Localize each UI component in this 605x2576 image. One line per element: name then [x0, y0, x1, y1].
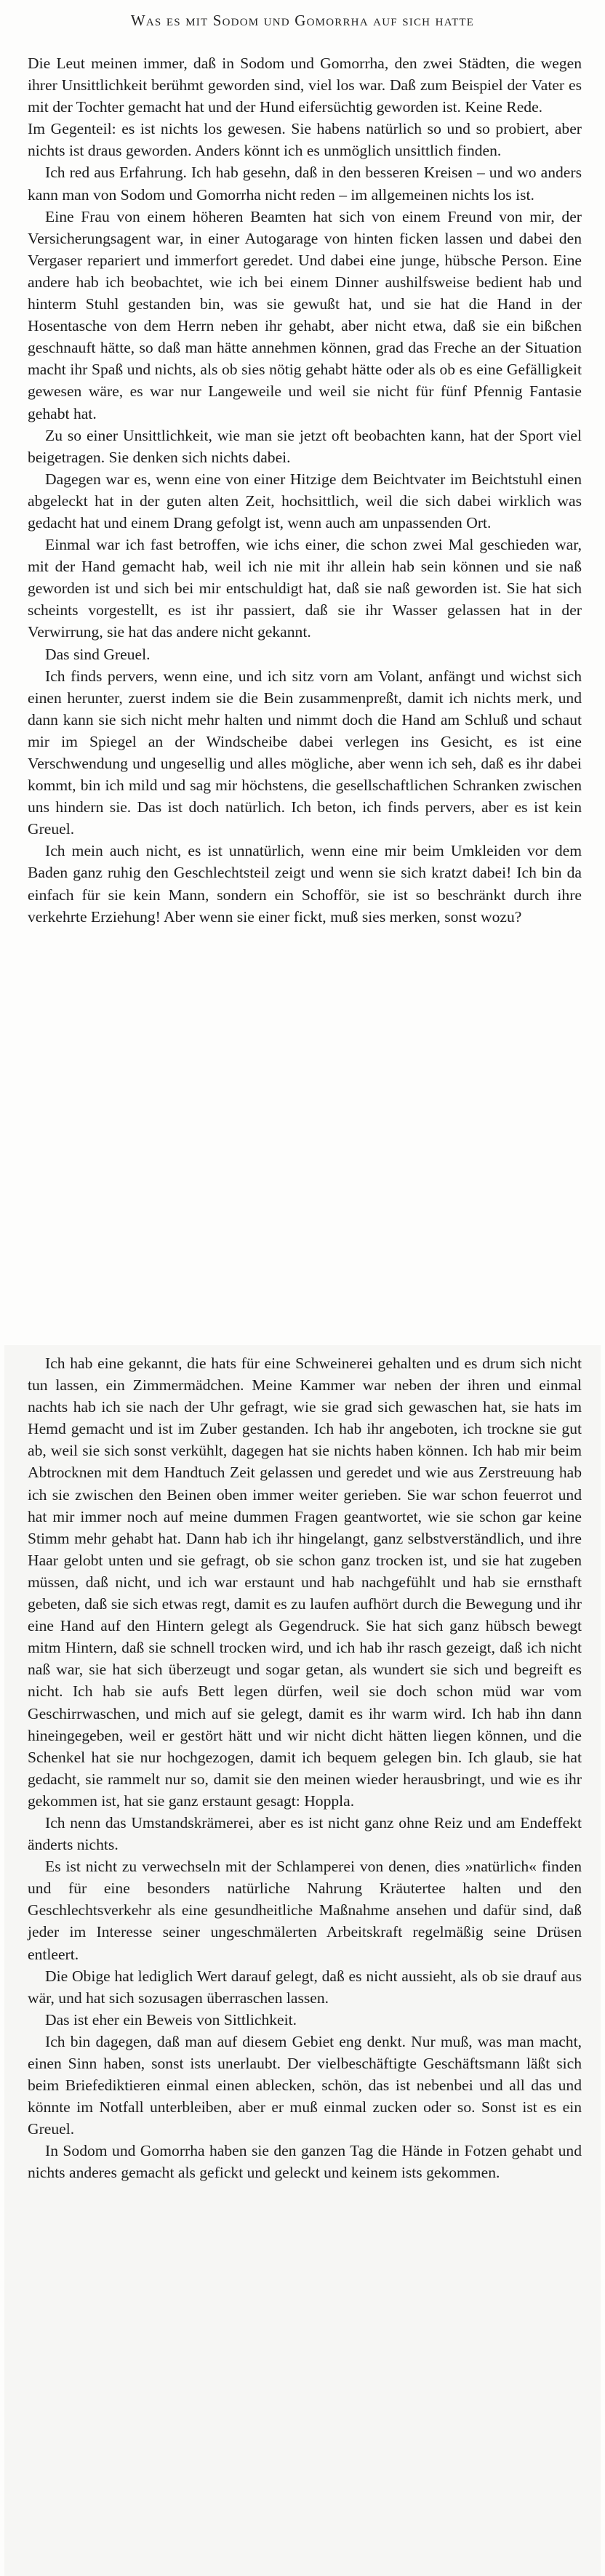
paragraph: Ich mein auch nicht, es ist unnatürlich, wenn eine mir beim Umkleiden vor dem Baden ganz ruhig den Geschlechtsteil zeigt und wenn sie sich kratzt dabei! Ich bin da einfach für sie kein Mann, sondern ein Schofför, sie ist so beschränkt durch ihre verkehrte Erziehung! Aber wenn sie einer fickt, muß sies merken, sonst wozu?: [28, 842, 582, 926]
paragraph: Ich red aus Erfahrung. Ich hab gesehn, daß in den besseren Kreisen – und wo anders kann man von Sodom und Gomorrha nicht reden – im allgemeinen nichts los ist.: [28, 164, 582, 204]
paragraph: Ich hab eine gekannt, die hats für eine Schweinerei gehalten und es drum sich nicht tun lassen, ein Zimmermädchen. Meine Kammer war neben der ihren und einmal nachts hab ich sie nach der Uhr gefragt, wie sie grad sich gewaschen hat, sie hats im Hemd gemacht und ist im Zuber gestanden. Ich hab ihr angeboten, ich trockne sie gut ab, weil sie sich sonst verkühlt, dagegen hat sie nichts haben können. Ich hab mir beim Abtrocknen mit dem Handtuch Zeit gelassen und geredet und wie aus Zerstreuung hab ich sie zwischen den Beinen oben immer weiter gerieben. Sie war schon feuerrot und hat mir immer noch auf meine dummen Fragen geantwortet, wie sie schon gar keine Stimm mehr gehabt hat. Dann hab ich ihr hingelangt, ganz selbstverständlich, und ihre Haar gelobt unten und sie gefragt, ob sie schon ganz trocken ist, und sie hat zugeben müssen, daß nicht, und ich war erstaunt und hab nachgefühlt und hab sie ernsthaft gebeten, daß sie sich etwas regt, damit es zu laufen aufhört durch die Bewegung und ihr eine Hand auf den Hintern gelegt als Gegendruck. Sie hat sich ganz hübsch bewegt mitm Hintern, daß sie schnell trocken wird, und ich hab ihr rasch gezeigt, daß ich nicht naß war, sie hat sich überzeugt und sogar getan, als wundert sie sich und begreift es nicht. Ich hab sie aufs Bett legen dürfen, weil sie doch schon müd war vom Geschirrwaschen, und mich auf sie gelegt, damit es ihr warm wird. Ich hab ihn dann hineingegeben, weil er gestört hätt und wir nicht dicht hätten liegen können, und die Schenkel hat sie nur hochgezogen, damit ich bequem gelegen bin. Ich glaub, sie hat gedacht, sie rammelt nur so, damit sie den meinen wieder herausbringt, und wie es ihr gekommen ist, hat sie ganz erstaunt gesagt: Hoppla.: [28, 1355, 582, 1810]
paragraph: Zu so einer Unsittlichkeit, wie man sie jetzt oft beobachten kann, hat der Sport viel beigetragen. Sie denken sich nichts dabei.: [28, 426, 582, 466]
paragraph: Eine Frau von einem höheren Beamten hat sich von einem Freund von mir, der Versicherungsagent war, in einer Autogarage von hinten ficken lassen und dabei den Vergaser repariert und immerfort geredet. Und dabei eine junge, hübsche Person. Eine andere hab ich beobachtet, wie ich bei einem Dinner aushilfsweise bedient hab und hinterm Stuhl gestanden bin, was sie gewußt hat, und sie hat die Hand in der Hosentasche von dem Herrn neben ihr gehabt, aber nicht etwa, daß sie ein bißchen geschnauft hätte, so daß man hätte annehmen können, grad das Freche an der Situation macht ihr Spaß und nichts, als ob sies nötig gehabt hätte oder als ob es eine Gefälligkeit gewesen wäre, es war nur Langeweile und weil sie nicht für fünf Pfennig Fantasie gehabt hat.: [28, 207, 582, 422]
page-title: Was es mit Sodom und Gomorrha auf sich hatte: [130, 12, 475, 29]
paragraph: Die Leut meinen immer, daß in Sodom und Gomorrha, den zwei Städten, die wegen ihrer Unsittlichkeit berühmt geworden sind, viel los war. Daß zum Beispiel der Vater es mit der Tochter gemacht hat und der Hund eifersüchtig geworden ist. Keine Rede.: [28, 55, 582, 116]
paragraph: Ich bin dagegen, daß man auf diesem Gebiet eng denkt. Nur muß, was man macht, einen Sinn haben, sonst ists unerlaubt. Der vielbeschäftigte Geschäftsmann läßt sich beim Briefediktieren einmal einen ablecken, schön, das ist nebenbei und all das und könnte im Notfall unterbleiben, aber er muß einmal zucken oder so. Sonst ist es ein Greuel.: [28, 2032, 582, 2138]
paragraph: Das sind Greuel.: [45, 645, 151, 663]
paragraph: In Sodom und Gomorrha haben sie den ganzen Tag die Hände in Fotzen gehabt und nichts anderes gemacht als gefickt und geleckt und keinem ists gekommen.: [28, 2142, 582, 2182]
paragraph: Die Obige hat lediglich Wert darauf gelegt, daß es nicht aussieht, als ob sie drauf aus wär, und hat sich sozusagen überraschen lassen.: [28, 1967, 582, 2007]
paragraph: Ich nenn das Umstandskrämerei, aber es ist nicht ganz ohne Reiz und am Endeffekt änderts nichts.: [28, 1813, 582, 1854]
text-section-1: [28, 52, 582, 928]
paragraph: Ich finds pervers, wenn eine, und ich sitz vorn am Volant, anfängt und wichst sich einen herunter, zuerst indem sie die Bein zusammenpreßt, damit ich nichts merk, und dann kann sie sich nicht mehr halten und nimmt doch die Hand am Schluß und schaut mir im Spiegel an der Windscheibe dabei verlegen ins Gesicht, es ist eine Verschwendung und ungesellig und alles mögliche, aber wenn ich seh, daß es ihr dabei kommt, bin ich mild und sag mir höchstens, die gesellschaftlichen Schranken zwischen uns hindern sie. Das ist doch natürlich. Ich beton, ich finds pervers, aber es ist kein Greuel.: [28, 667, 582, 838]
text-section-2: [28, 1352, 582, 2184]
paragraph: Das ist eher ein Beweis von Sittlichkeit.: [45, 2010, 297, 2029]
paragraph: Dagegen war es, wenn eine von einer Hitzige dem Beichtvater im Beichtstuhl einen abgeleckt hat in der guten alten Zeit, hochsittlich, weil die sich dabei wirklich was gedacht hat und einem Drang gefolgt ist, wenn auch am unpassenden Ort.: [28, 470, 582, 531]
paragraph: Es ist nicht zu verwechseln mit der Schlamperei von denen, dies »natürlich« finden und für eine besonders natürliche Nahrung Kräutertee halten und den Geschlechtsverkehr als eine gesundheitliche Maßnahme ansehen und dafür sind, daß jeder im Interesse seiner ungeschmälerten Arbeitskraft regelmäßig seine Drüsen entleert.: [28, 1858, 582, 1963]
paragraph: Einmal war ich fast betroffen, wie ichs einer, die schon zwei Mal geschieden war, mit der Hand gemacht hab, weil ich nie mit ihr allein hab sein können und sie naß geworden ist und sich bei mir entschuldigt hat, daß sie naß geworden ist. Sie hat sich scheints vorgestellt, es ist ihr passiert, daß sie ihr Wasser gelassen hat in der Verwirrung, sie hat das andere nicht gekannt.: [28, 536, 582, 641]
paragraph: Im Gegenteil: es ist nichts los gewesen. Sie habens natürlich so und so probiert, aber nichts ist draus geworden. Anders könnt ich es unmöglich unsittlich finden.: [28, 120, 582, 160]
